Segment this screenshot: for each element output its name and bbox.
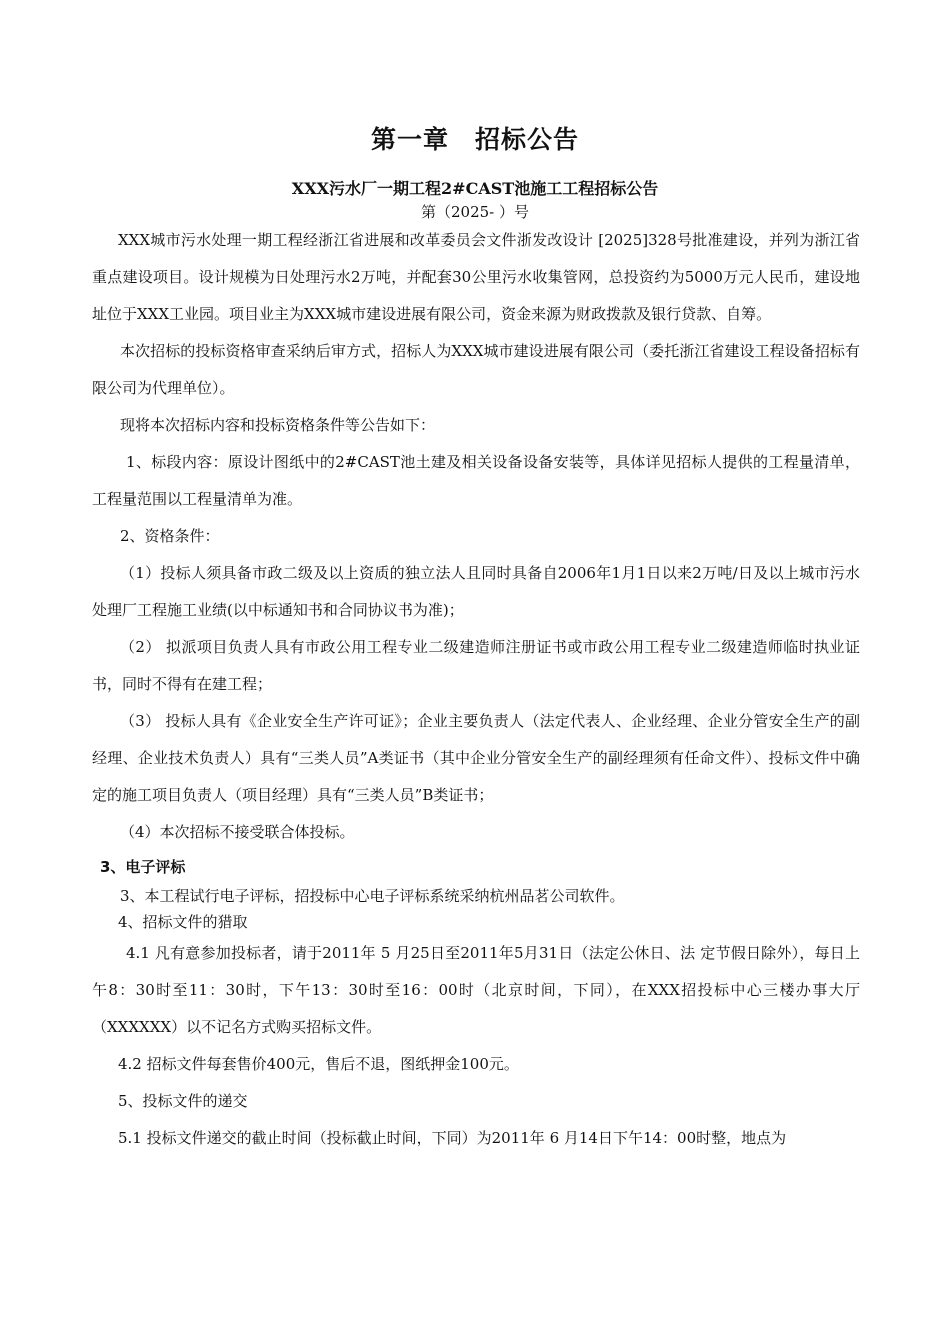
qualification-item-2: （2） 拟派项目负责人具有市政公用工程专业二级建造师注册证书或市政公用工程专业二级建造师临时执业证书，同时不得有在建工程； bbox=[92, 638, 860, 693]
qualification-item-3: （3） 投标人具有《企业安全生产许可证》；企业主要负责人（法定代表人、企业经理、企业分管安全生产的副经理、企业技术负责人）具有“三类人员”A类证书（其中企业分管安全生产的副经理须有任命文件）、投标文件中确定的施工项目负责人（项目经理）具有“三类人员”B类证书； bbox=[92, 712, 860, 804]
document-body bbox=[92, 222, 860, 1157]
notice-number: 第（2025- ）号 bbox=[420, 203, 529, 221]
notice-title: XXX污水厂一期工程2#CAST池施工工程招标公告 bbox=[291, 179, 659, 198]
paragraph-announcement-lead: 现将本次招标内容和投标资格条件等公告如下： bbox=[120, 416, 436, 434]
section-heading-electronic-evaluation: 3、电子评标 bbox=[100, 858, 186, 876]
paragraph-obtain-4-2: 4.2 招标文件每套售价400元，售后不退，图纸押金100元。 bbox=[118, 1055, 519, 1073]
paragraph-project-intro: XXX城市污水处理一期工程经浙江省进展和改革委员会文件浙发改设计 [2025]328号批准建设，并列为浙江省重点建设项目。设计规模为日处理污水2万吨，并配套30公里污水收集管网，总投资约为5000万元人民币，建设地址位于XXX工业园。项目业主为XXX城市建设进展有限公司，资金来源为财政拨款及银行贷款、自筹。 bbox=[92, 231, 860, 323]
qualification-item-4: （4）本次招标不接受联合体投标。 bbox=[120, 823, 355, 841]
section-bid-content: 1、标段内容：原设计图纸中的2#CAST池土建及相关设备设备安装等，具体详见招标人提供的工程量清单，工程量范围以工程量清单为准。 bbox=[92, 453, 860, 508]
paragraph-qualification-review: 本次招标的投标资格审查采纳后审方式，招标人为XXX城市建设进展有限公司（委托浙江省建设工程设备招标有限公司为代理单位）。 bbox=[92, 342, 860, 397]
paragraph-electronic-evaluation: 3、本工程试行电子评标，招投标中心电子评标系统采纳杭州品茗公司软件。 bbox=[120, 887, 625, 905]
section-qualifications: 2、资格条件： bbox=[120, 527, 220, 545]
section-obtain-documents: 4、招标文件的猎取 bbox=[118, 913, 248, 931]
qualification-item-1: （1）投标人须具备市政二级及以上资质的独立法人且同时具备自2006年1月1日以来2万吨/日及以上城市污水处理厂工程施工业绩(以中标通知书和合同协议书为准)； bbox=[92, 564, 860, 619]
paragraph-submission-5-1: 5.1 投标文件递交的截止时间（投标截止时间，下同）为2011年 6 月14日下午14：00时整，地点为 bbox=[118, 1129, 787, 1147]
chapter-title: 第一章 招标公告 bbox=[370, 125, 579, 154]
paragraph-obtain-4-1: 4.1 凡有意参加投标者，请于2011年 5 月25日至2011年5月31日（法定公休日、法 定节假日除外），每日上午8：30时至11：30时，下午13：30时至16：00时（北京时间，下同），在XXX招投标中心三楼办事大厅（XXXXXX）以不记名方式购买招标文件。 bbox=[92, 944, 860, 1036]
section-submission: 5、投标文件的递交 bbox=[118, 1092, 248, 1110]
